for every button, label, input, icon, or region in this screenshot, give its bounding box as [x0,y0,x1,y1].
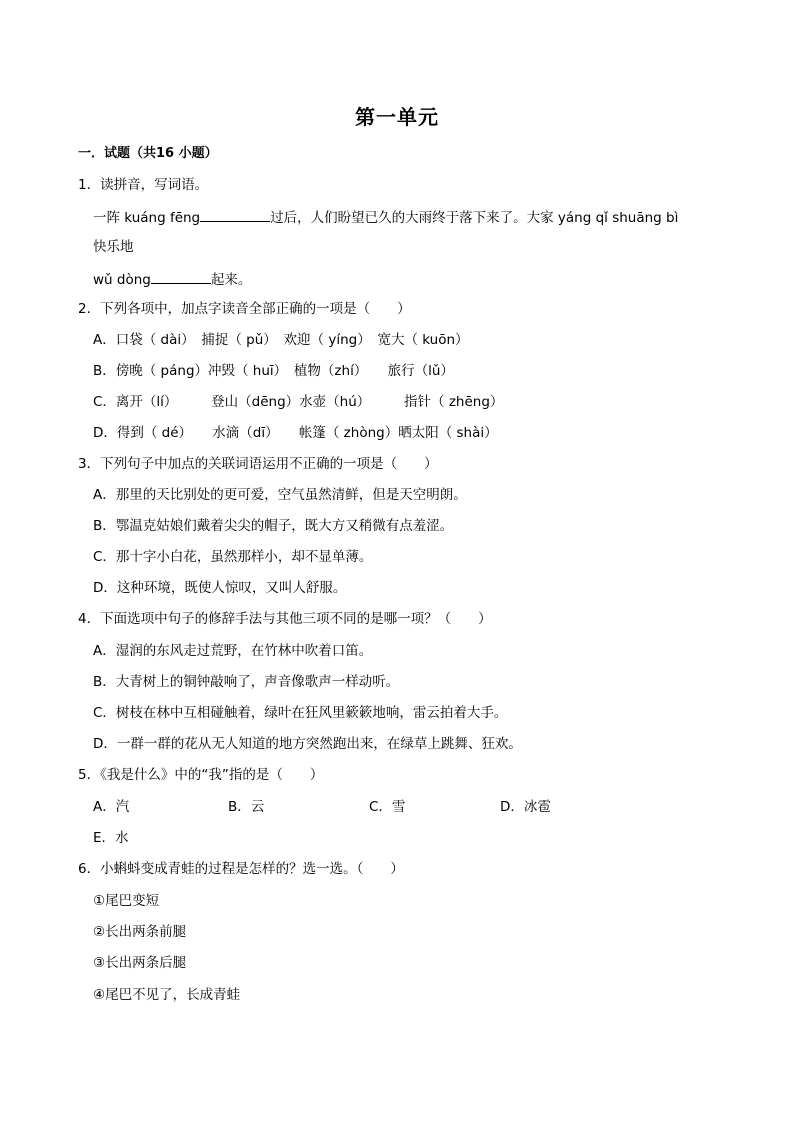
question-4-option-a[interactable]: A．湿润的东风走过荒野，在竹林中吹着口笛。 [93,643,373,659]
question-4-option-d[interactable]: D．一群一群的花从无人知道的地方突然跑出来，在绿草上跳舞、狂欢。 [93,736,522,752]
question-3-option-c[interactable]: C．那十字小白花，虽然那样小，却不显单薄。 [93,549,373,565]
question-5-option-c[interactable]: C．雪 [369,799,406,815]
question-2-option-c[interactable]: C．离开（lí） 登山（dēng）水壶（hú） 指针（ zhēng） [93,394,504,410]
q1-text-c: wǔ dòng [93,272,151,288]
answer-blank-1[interactable] [200,207,270,222]
question-4-option-b[interactable]: B．大青树上的铜钟敲响了，声音像歌声一样动听。 [93,674,400,690]
question-5-option-b[interactable]: B．云 [228,799,265,815]
question-1-line-1 [93,207,678,227]
question-4-stem: 4．下面选项中句子的修辞手法与其他三项不同的是哪一项？（ ） [78,611,492,627]
question-3-option-d[interactable]: D．这种环境，既使人惊叹，又叫人舒服。 [93,580,347,596]
question-2-stem: 2．下列各项中，加点字读音全部正确的一项是（ ） [78,301,411,317]
question-6-stem: 6．小蝌蚪变成青蛙的过程是怎样的？选一选。（ ） [78,861,404,877]
question-1-line-3 [93,269,251,289]
answer-blank-2[interactable] [151,269,211,284]
question-2-option-d[interactable]: D．得到（ dé） 水滴（dī） 帐篷（ zhòng）晒太阳（ shài） [93,425,498,441]
page-title: 第一单元 [355,105,439,129]
q1-text-d: 起来。 [210,272,252,288]
question-5-option-a[interactable]: A．汽 [93,799,130,815]
question-1-stem: 1．读拼音，写词语。 [78,177,209,193]
question-6-item-1: ①尾巴变短 [93,893,160,909]
question-4-option-c[interactable]: C．树枝在林中互相碰触着，绿叶在狂风里簌簌地响，雷云拍着大手。 [93,705,508,721]
q1-text-b: 过后，人们盼望已久的大雨终于落下来了。大家 yáng qǐ shuāng bì [270,210,679,226]
question-5-option-e[interactable]: E．水 [93,830,129,846]
question-3-option-b[interactable]: B．鄂温克姑娘们戴着尖尖的帽子，既大方又稍微有点羞涩。 [93,518,454,534]
question-2-option-a[interactable]: A．口袋（ dài） 捕捉（ pǔ） 欢迎（ yíng） 宽大（ kuōn） [93,332,469,348]
q1-text-a: 一阵 kuáng fēng [93,210,201,226]
section-heading: 一．试题（共16 小题） [78,146,218,161]
question-5-stem: 5．《我是什么》中的“我”指的是（ ） [78,767,324,783]
question-3-option-a[interactable]: A．那里的天比别处的更可爱，空气虽然清鲜，但是天空明朗。 [93,487,467,503]
question-3-stem: 3．下列句子中加点的关联词语运用不正确的一项是（ ） [78,456,438,472]
question-6-item-3: ③长出两条后腿 [93,955,187,971]
question-2-option-b[interactable]: B．傍晚（ páng）冲毁（ huī） 植物（zhí） 旅行（lǔ） [93,363,454,379]
question-1-line-2: 快乐地 [93,239,134,255]
question-6-item-2: ②长出两条前腿 [93,924,187,940]
question-5-option-d[interactable]: D．冰雹 [500,799,551,815]
question-6-item-4: ④尾巴不见了，长成青蛙 [93,987,241,1003]
